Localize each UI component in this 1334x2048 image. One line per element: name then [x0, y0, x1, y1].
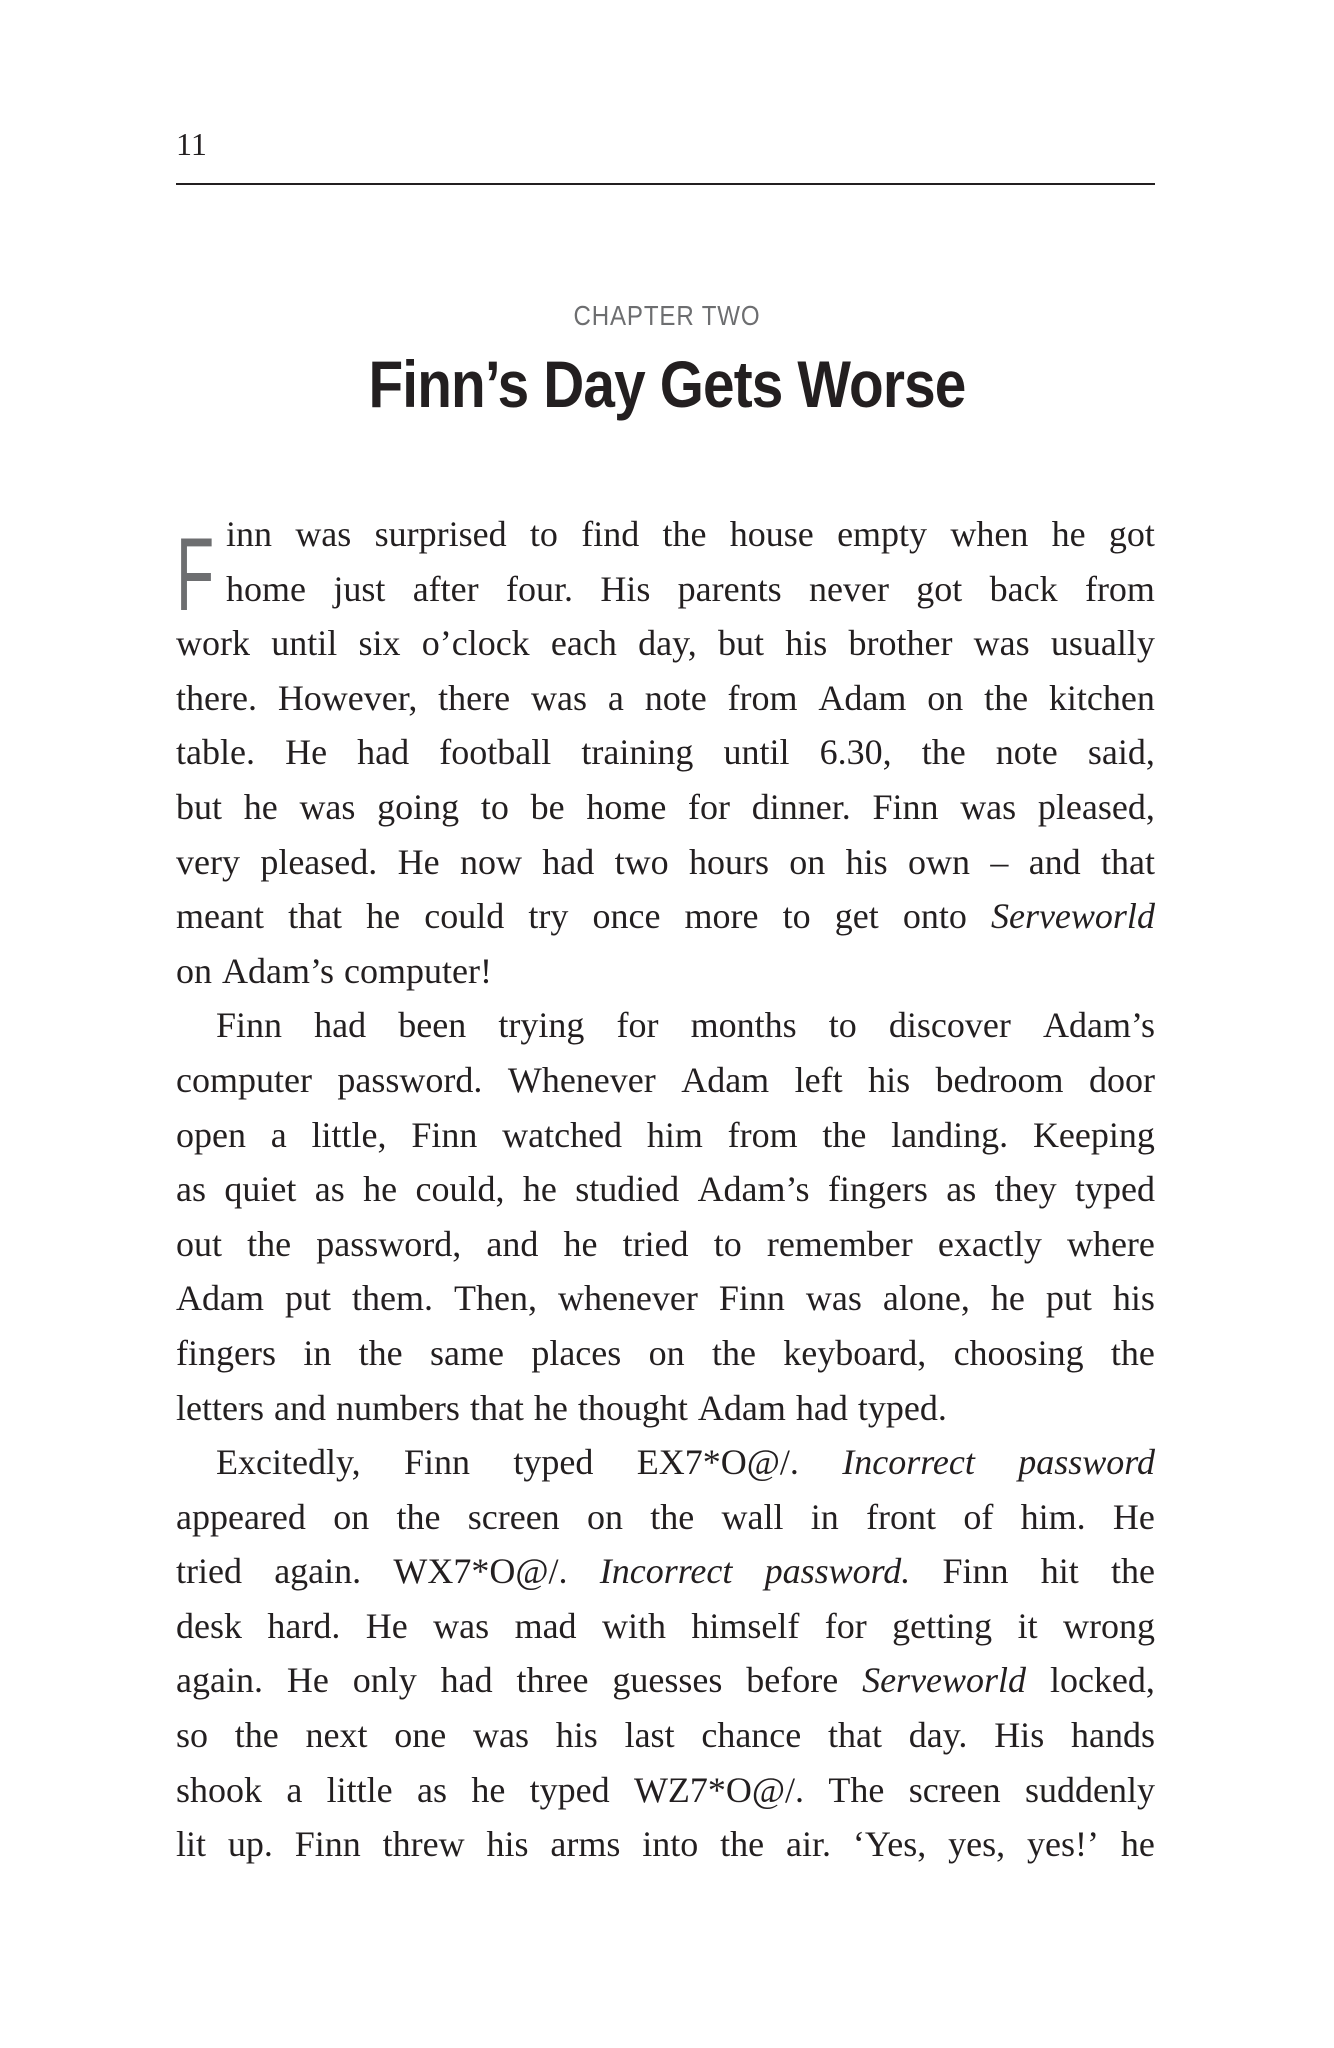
- text-line: [176, 567, 1155, 622]
- word: typed: [513, 1442, 594, 1483]
- word: next: [305, 1715, 368, 1756]
- word: dinner.: [751, 786, 851, 827]
- word: that: [288, 896, 343, 937]
- word: his: [486, 1824, 529, 1865]
- word: hard.: [267, 1605, 341, 1646]
- word: he: [363, 1169, 398, 1210]
- word: very: [176, 841, 240, 882]
- word: in: [810, 1496, 839, 1537]
- word: had: [795, 1387, 848, 1428]
- word: letters: [176, 1387, 264, 1428]
- text-line: [176, 512, 1155, 567]
- italic-word: Incorrect: [842, 1442, 975, 1483]
- text-line: [176, 1058, 1155, 1113]
- word: there.: [176, 677, 257, 718]
- word: got: [916, 568, 963, 609]
- word: home: [586, 786, 667, 827]
- word: the: [396, 1496, 441, 1537]
- word: once: [592, 896, 661, 937]
- word: He: [1112, 1496, 1155, 1537]
- word: after: [412, 568, 479, 609]
- word: day,: [638, 623, 697, 664]
- word: meant: [176, 896, 264, 937]
- word: front: [866, 1496, 937, 1537]
- word: from: [1084, 568, 1155, 609]
- word: Finn: [718, 1278, 785, 1319]
- word: into: [642, 1824, 699, 1865]
- word: he: [522, 1169, 557, 1210]
- text-line: [176, 1658, 1155, 1713]
- word: Finn: [942, 1551, 1009, 1592]
- word: The: [828, 1769, 885, 1810]
- word: been: [398, 1005, 467, 1046]
- word: Keeping: [1032, 1114, 1155, 1155]
- word: as: [314, 1169, 345, 1210]
- word: He: [397, 841, 440, 882]
- word: landing.: [891, 1114, 1009, 1155]
- word: screen: [908, 1769, 1001, 1810]
- text-line: [176, 1822, 1155, 1877]
- word: same: [430, 1332, 504, 1373]
- word: WX7*O@/.: [393, 1551, 568, 1592]
- word: and: [273, 1387, 326, 1428]
- word: Finn: [411, 1114, 478, 1155]
- word: months: [690, 1005, 797, 1046]
- word: to: [828, 1005, 857, 1046]
- italic-word: Serveworld: [862, 1660, 1027, 1701]
- word: there: [438, 677, 511, 718]
- word: of: [963, 1496, 994, 1537]
- word: little,: [311, 1114, 387, 1155]
- word: had: [542, 841, 595, 882]
- word: from: [727, 677, 798, 718]
- word: threw: [382, 1824, 465, 1865]
- word: four.: [505, 568, 573, 609]
- word: Finn: [216, 1005, 283, 1046]
- word: Finn: [294, 1824, 361, 1865]
- word: six: [358, 623, 401, 664]
- text-line: [176, 1604, 1155, 1659]
- word: for: [688, 786, 731, 827]
- word: had: [314, 1005, 367, 1046]
- word: each: [550, 623, 617, 664]
- text-line: [176, 1113, 1155, 1168]
- word: exactly: [937, 1223, 1042, 1264]
- word: Adam’s: [1042, 1005, 1155, 1046]
- word: bedroom: [935, 1059, 1064, 1100]
- word: until: [271, 623, 338, 664]
- word: the: [247, 1223, 292, 1264]
- word: tried: [176, 1551, 242, 1592]
- word: Finn: [404, 1442, 471, 1483]
- text-line: [176, 1549, 1155, 1604]
- word: he: [471, 1769, 506, 1810]
- word: was: [299, 786, 356, 827]
- word: o’clock: [421, 623, 530, 664]
- word: shook: [176, 1769, 263, 1810]
- word: before: [746, 1660, 839, 1701]
- word: could,: [415, 1169, 505, 1210]
- word: he: [563, 1223, 598, 1264]
- text-line: [176, 730, 1155, 785]
- body-text: [176, 512, 1155, 1877]
- word: again.: [274, 1551, 362, 1592]
- word: him: [646, 1114, 703, 1155]
- word: the: [720, 1824, 765, 1865]
- word: inn: [226, 514, 273, 554]
- word: up.: [227, 1824, 273, 1865]
- text-line: [176, 1713, 1155, 1768]
- word: get: [834, 896, 879, 937]
- word: open: [176, 1114, 246, 1155]
- word: guesses: [612, 1660, 723, 1701]
- word: as: [946, 1169, 977, 1210]
- word: more: [684, 896, 759, 937]
- word: lit: [176, 1824, 207, 1865]
- word: the: [984, 677, 1029, 718]
- word: for: [824, 1605, 867, 1646]
- word: that: [828, 1715, 883, 1756]
- word: was: [433, 1605, 490, 1646]
- word: it: [1017, 1605, 1038, 1646]
- word: the: [711, 1332, 756, 1373]
- word: for: [616, 1005, 659, 1046]
- word: just: [333, 568, 386, 609]
- word: yes!’: [1027, 1824, 1099, 1865]
- word: alone,: [882, 1278, 970, 1319]
- word: hours: [688, 841, 769, 882]
- word: a: [286, 1769, 303, 1810]
- word: air.: [786, 1824, 831, 1865]
- word: in: [303, 1332, 332, 1373]
- word: his: [845, 841, 888, 882]
- word: a: [607, 677, 624, 718]
- text-line: [176, 840, 1155, 895]
- word: where: [1066, 1223, 1155, 1264]
- text-line: [176, 1222, 1155, 1277]
- text-line: [176, 621, 1155, 676]
- word: watched: [502, 1114, 623, 1155]
- word: choosing: [953, 1332, 1084, 1373]
- word: on: [586, 1496, 623, 1537]
- text-line: [176, 1768, 1155, 1823]
- word: wrong: [1062, 1605, 1155, 1646]
- word: was: [960, 786, 1017, 827]
- word: to: [713, 1223, 742, 1264]
- word: numbers: [335, 1387, 460, 1428]
- drop-cap: F: [176, 517, 215, 633]
- word: the: [822, 1114, 867, 1155]
- text-line: [176, 1276, 1155, 1331]
- word: 6.30,: [819, 732, 892, 773]
- word: to: [529, 514, 558, 554]
- word: locked,: [1049, 1660, 1155, 1701]
- word: quiet: [224, 1169, 297, 1210]
- text-line: [176, 1386, 1155, 1441]
- word: two: [614, 841, 669, 882]
- word: day.: [908, 1715, 968, 1756]
- word: a: [270, 1114, 287, 1155]
- word: fingers: [176, 1332, 276, 1373]
- chapter-label: CHAPTER TWO: [573, 300, 761, 331]
- word: hands: [1070, 1715, 1155, 1756]
- word: his: [785, 623, 828, 664]
- word: as: [416, 1769, 447, 1810]
- word: Whenever: [507, 1059, 656, 1100]
- word: tried: [622, 1223, 689, 1264]
- word: find: [581, 514, 640, 554]
- word: last: [624, 1715, 675, 1756]
- word: could: [424, 896, 505, 937]
- word: them.: [352, 1278, 433, 1319]
- text-line: [176, 1167, 1155, 1222]
- word: mad: [514, 1605, 577, 1646]
- word: little: [326, 1769, 393, 1810]
- word: so: [176, 1715, 209, 1756]
- word: the: [650, 1496, 695, 1537]
- word: he: [1120, 1824, 1155, 1865]
- word: never: [808, 568, 889, 609]
- word: –: [990, 841, 1009, 882]
- word: said,: [1087, 732, 1155, 773]
- word: until: [723, 732, 790, 773]
- word: three: [516, 1660, 589, 1701]
- word: Finn: [872, 786, 939, 827]
- word: the: [1110, 1332, 1155, 1373]
- word: back: [989, 568, 1058, 609]
- word: and: [1028, 841, 1081, 882]
- word: was: [973, 623, 1030, 664]
- word: He: [365, 1605, 408, 1646]
- word: one: [394, 1715, 447, 1756]
- word: remember: [766, 1223, 913, 1264]
- word: and: [486, 1223, 539, 1264]
- italic-word: password: [1018, 1442, 1155, 1483]
- word: was: [805, 1278, 862, 1319]
- word: However,: [277, 677, 418, 718]
- word: house: [729, 514, 814, 554]
- word: usually: [1050, 623, 1155, 664]
- word: him.: [1020, 1496, 1086, 1537]
- word: home: [226, 568, 306, 609]
- italic-word: Serveworld: [990, 896, 1155, 937]
- word: empty: [837, 514, 928, 554]
- word: on: [648, 1332, 685, 1373]
- word: on: [927, 677, 964, 718]
- word: Excitedly,: [216, 1442, 361, 1483]
- word: He: [285, 732, 328, 773]
- word: Adam’s: [222, 950, 334, 991]
- word: on: [789, 841, 826, 882]
- word: he: [1051, 514, 1086, 554]
- word: the: [1111, 1551, 1155, 1592]
- word: they: [994, 1169, 1057, 1210]
- word: be: [530, 786, 565, 827]
- word: suddenly: [1024, 1769, 1155, 1810]
- word: now: [459, 841, 522, 882]
- word: yes,: [948, 1824, 1006, 1865]
- text-line: [176, 1440, 1155, 1495]
- word: kitchen: [1048, 677, 1155, 718]
- word: from: [727, 1114, 798, 1155]
- word: thought: [577, 1387, 688, 1428]
- word: training: [581, 732, 694, 773]
- word: password.: [337, 1059, 483, 1100]
- word: Adam’s: [697, 1169, 810, 1210]
- word: computer!: [344, 950, 492, 991]
- word: the: [358, 1332, 403, 1373]
- italic-word: Incorrect: [599, 1551, 733, 1592]
- word: table.: [176, 732, 255, 773]
- word: screen: [467, 1496, 560, 1537]
- text-line: [176, 1331, 1155, 1386]
- word: typed: [529, 1769, 610, 1810]
- text-line: [176, 1003, 1155, 1058]
- word: Adam: [697, 1387, 786, 1428]
- word: was: [473, 1715, 530, 1756]
- word: His: [600, 568, 651, 609]
- word: but: [717, 623, 764, 664]
- word: brother: [848, 623, 953, 664]
- word: arms: [550, 1824, 621, 1865]
- word: note: [644, 677, 707, 718]
- word: onto: [902, 896, 967, 937]
- word: football: [439, 732, 552, 773]
- word: going: [377, 786, 460, 827]
- word: own: [908, 841, 970, 882]
- word: pleased.: [260, 841, 378, 882]
- word: discover: [888, 1005, 1011, 1046]
- word: left: [794, 1059, 843, 1100]
- word: got: [1108, 514, 1155, 554]
- word: hit: [1040, 1551, 1079, 1592]
- word: put: [284, 1278, 331, 1319]
- word: typed.: [857, 1387, 947, 1428]
- word: studied: [575, 1169, 680, 1210]
- word: but: [176, 786, 223, 827]
- word: to: [480, 786, 509, 827]
- word: was: [530, 677, 587, 718]
- text-line: [176, 785, 1155, 840]
- word: parents: [677, 568, 782, 609]
- word: was: [295, 514, 352, 554]
- text-line: [176, 1495, 1155, 1550]
- word: door: [1088, 1059, 1155, 1100]
- word: computer: [176, 1059, 312, 1100]
- word: had: [440, 1660, 493, 1701]
- word: to: [782, 896, 811, 937]
- word: Adam: [176, 1278, 264, 1319]
- word: out: [176, 1223, 223, 1264]
- word: he: [366, 896, 401, 937]
- word: his: [868, 1059, 911, 1100]
- chapter-title: Finn’s Day Gets Worse: [368, 347, 966, 421]
- word: he: [533, 1387, 568, 1428]
- word: keyboard,: [783, 1332, 927, 1373]
- word: note: [995, 732, 1058, 773]
- word: put: [1045, 1278, 1092, 1319]
- word: surprised: [374, 514, 507, 554]
- word: the: [234, 1715, 279, 1756]
- word: again.: [176, 1660, 263, 1701]
- word: as: [176, 1169, 206, 1210]
- word: he: [243, 786, 278, 827]
- word: work: [176, 623, 250, 664]
- word: desk: [176, 1605, 242, 1646]
- word: he: [990, 1278, 1025, 1319]
- word: the: [662, 514, 707, 554]
- word: getting: [892, 1605, 993, 1646]
- word: on: [176, 950, 212, 991]
- word: appeared: [176, 1496, 306, 1537]
- word: his: [1112, 1278, 1155, 1319]
- word: whenever: [557, 1278, 698, 1319]
- word: Then,: [453, 1278, 537, 1319]
- text-line: [176, 676, 1155, 731]
- italic-word: password.: [764, 1551, 911, 1592]
- word: had: [357, 732, 410, 773]
- text-line: [176, 894, 1155, 949]
- word: that: [1101, 841, 1155, 882]
- word: pleased,: [1037, 786, 1155, 827]
- word: chance: [701, 1715, 802, 1756]
- word: himself: [691, 1605, 800, 1646]
- word: EX7*O@/.: [636, 1442, 799, 1483]
- header-rule: [176, 183, 1155, 185]
- word: password,: [316, 1223, 462, 1264]
- word: Adam: [681, 1059, 770, 1100]
- word: when: [950, 514, 1029, 554]
- word: WZ7*O@/.: [633, 1769, 805, 1810]
- word: trying: [498, 1005, 585, 1046]
- word: try: [528, 896, 569, 937]
- page-number: 11: [176, 126, 207, 162]
- word: his: [555, 1715, 598, 1756]
- word: He: [286, 1660, 329, 1701]
- word: that: [469, 1387, 524, 1428]
- word: His: [994, 1715, 1045, 1756]
- word: ‘Yes,: [852, 1824, 927, 1865]
- word: Adam: [818, 677, 907, 718]
- word: wall: [721, 1496, 784, 1537]
- word: fingers: [827, 1169, 928, 1210]
- word: only: [352, 1660, 417, 1701]
- word: with: [601, 1605, 666, 1646]
- text-line: [176, 949, 1155, 1004]
- word: places: [531, 1332, 622, 1373]
- word: on: [333, 1496, 370, 1537]
- word: typed: [1075, 1169, 1155, 1210]
- word: the: [921, 732, 966, 773]
